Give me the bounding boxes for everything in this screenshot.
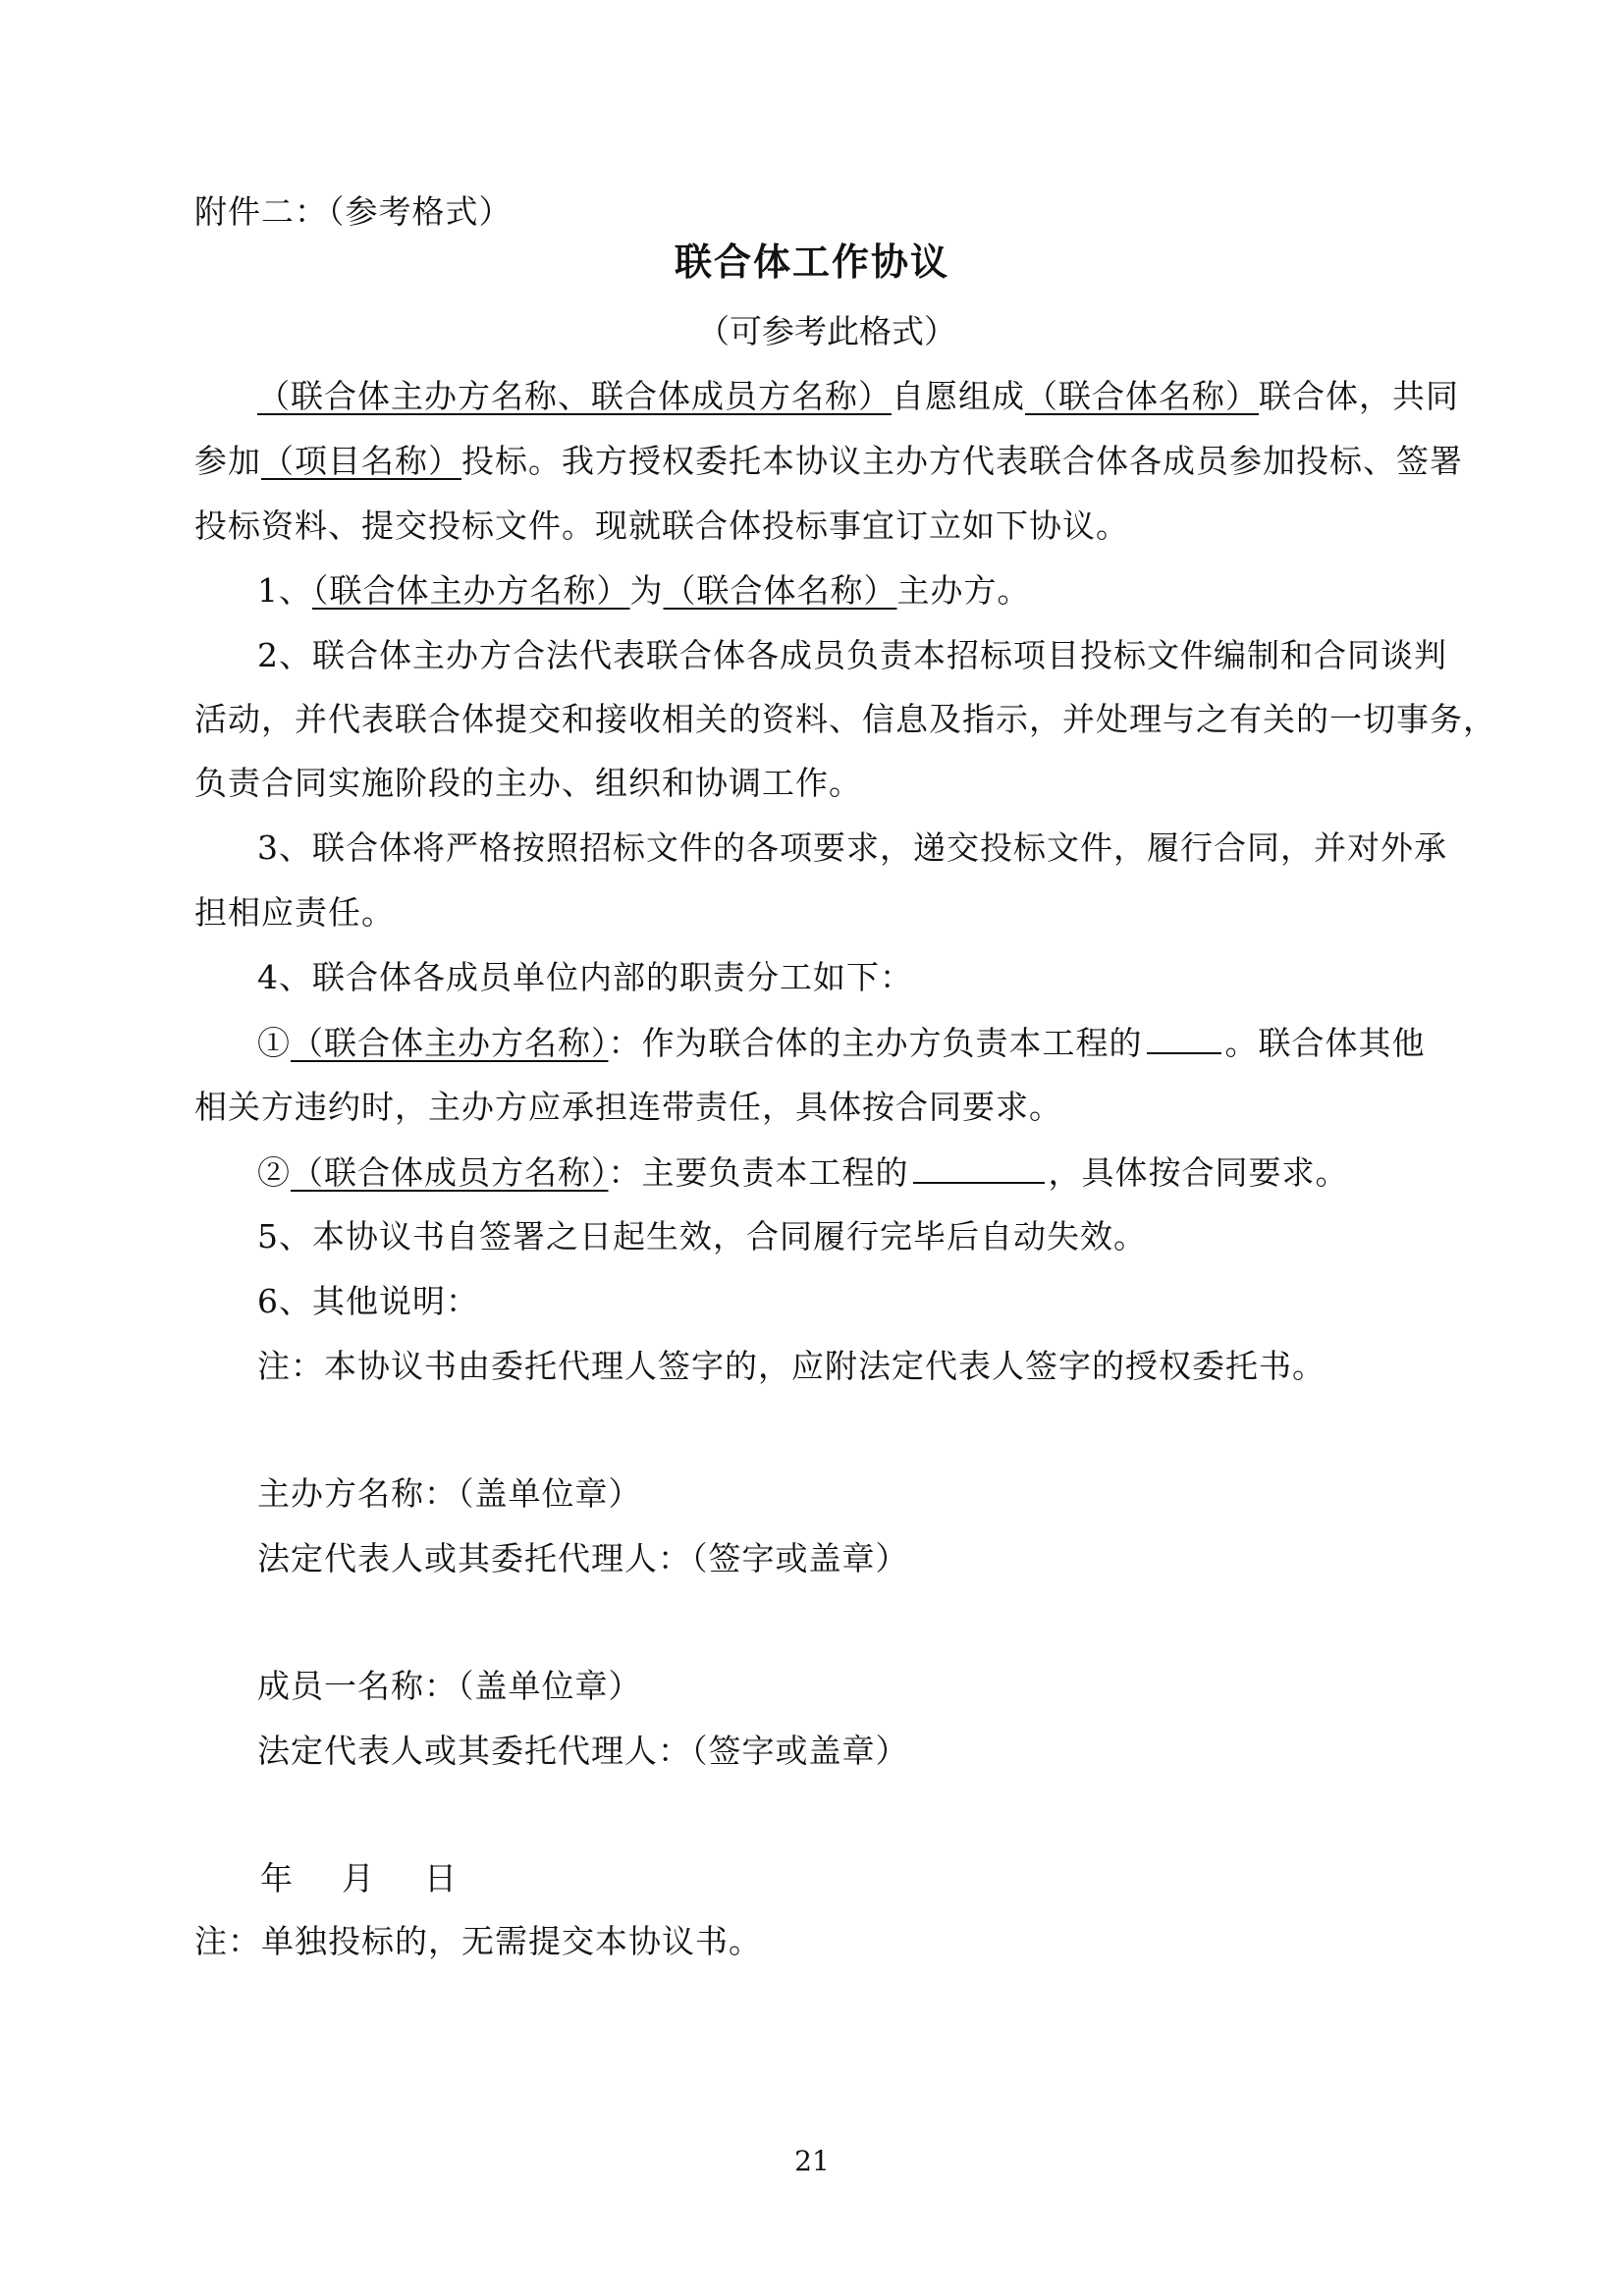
placeholder-parties: （联合体主办方名称、联合体成员方名称） [257, 377, 892, 415]
placeholder-project-name: （项目名称） [261, 442, 461, 480]
clause-number: 1、 [257, 571, 312, 610]
clause-2-line-3: 负责合同实施阶段的主办、组织和协调工作。 [194, 764, 862, 802]
date-day: 日 [424, 1859, 458, 1897]
placeholder-leader-name: （联合体主办方名称） [312, 571, 630, 610]
fill-in-blank[interactable] [1147, 1023, 1221, 1054]
placeholder-leader-name: （联合体主办方名称） [291, 1024, 609, 1062]
clause-text: ：作为联合体的主办方负责本工程的 [608, 1024, 1143, 1062]
clause-2-line-1: 2、联合体主办方合法代表联合体各成员负责本招标项目投标文件编制和合同谈判 [257, 636, 1447, 674]
clause-4-a-line-2: 相关方违约时，主办方应承担连带责任，具体按合同要求。 [194, 1088, 1062, 1126]
clause-5: 5、本协议书自签署之日起生效，合同履行完毕后自动失效。 [257, 1217, 1147, 1255]
leader-name-seal: 主办方名称：（盖单位章） [257, 1474, 642, 1513]
clause-text: 。联合体其他 [1224, 1024, 1426, 1062]
clause-3-line-1: 3、联合体将严格按照招标文件的各项要求，递交投标文件，履行合同，并对外承 [257, 828, 1447, 867]
attachment-label: 附件二：（参考格式） [194, 192, 513, 231]
circled-number-1: ① [257, 1024, 291, 1062]
clause-text: ，具体按合同要求。 [1048, 1153, 1349, 1192]
clause-1 [257, 571, 1031, 611]
document-subtitle: （可参考此格式） [697, 312, 956, 350]
clause-6: 6、其他说明： [257, 1282, 479, 1320]
clause-4-a [257, 1023, 1426, 1063]
circled-number-2: ② [257, 1153, 291, 1192]
note-single-bid: 注：单独投标的，无需提交本协议书。 [194, 1922, 762, 1960]
document-title: 联合体工作协议 [674, 240, 949, 284]
clause-4-line-1: 4、联合体各成员单位内部的职责分工如下： [257, 958, 913, 996]
clause-2-line-2: 活动，并代表联合体提交和接收相关的资料、信息及指示，并处理与之有关的一切事务， [194, 700, 1496, 738]
intro-text: 参加 [194, 442, 261, 480]
date-year: 年 [260, 1859, 294, 1897]
note-authorization: 注：本协议书由委托代理人签字的，应附法定代表人签字的授权委托书。 [257, 1347, 1326, 1385]
intro-line-1 [257, 377, 1459, 416]
intro-line-2 [194, 442, 1463, 481]
fill-in-blank[interactable] [913, 1152, 1045, 1184]
placeholder-consortium-name: （联合体名称） [1025, 377, 1259, 415]
placeholder-consortium-name: （联合体名称） [663, 571, 897, 610]
leader-representative-sign: 法定代表人或其委托代理人：（签字或盖章） [257, 1539, 909, 1577]
intro-text: 自愿组成 [892, 377, 1025, 415]
intro-text: 投标。我方授权委托本协议主办方代表联合体各成员参加投标、签署 [461, 442, 1463, 480]
clause-3-line-2: 担相应责任。 [194, 893, 395, 932]
intro-text: 联合体，共同 [1259, 377, 1459, 415]
clause-text: ：主要负责本工程的 [608, 1153, 909, 1192]
date-month: 月 [342, 1859, 375, 1897]
member-name-seal: 成员一名称：（盖单位章） [257, 1667, 642, 1705]
clause-text: 主办方。 [896, 571, 1031, 610]
clause-4-b [257, 1152, 1349, 1193]
intro-line-3: 投标资料、提交投标文件。现就联合体投标事宜订立如下协议。 [194, 507, 1129, 545]
page-number: 21 [794, 2145, 830, 2177]
placeholder-member-name: （联合体成员方名称） [291, 1153, 609, 1192]
member-representative-sign: 法定代表人或其委托代理人：（签字或盖章） [257, 1732, 909, 1770]
clause-text: 为 [629, 571, 664, 610]
